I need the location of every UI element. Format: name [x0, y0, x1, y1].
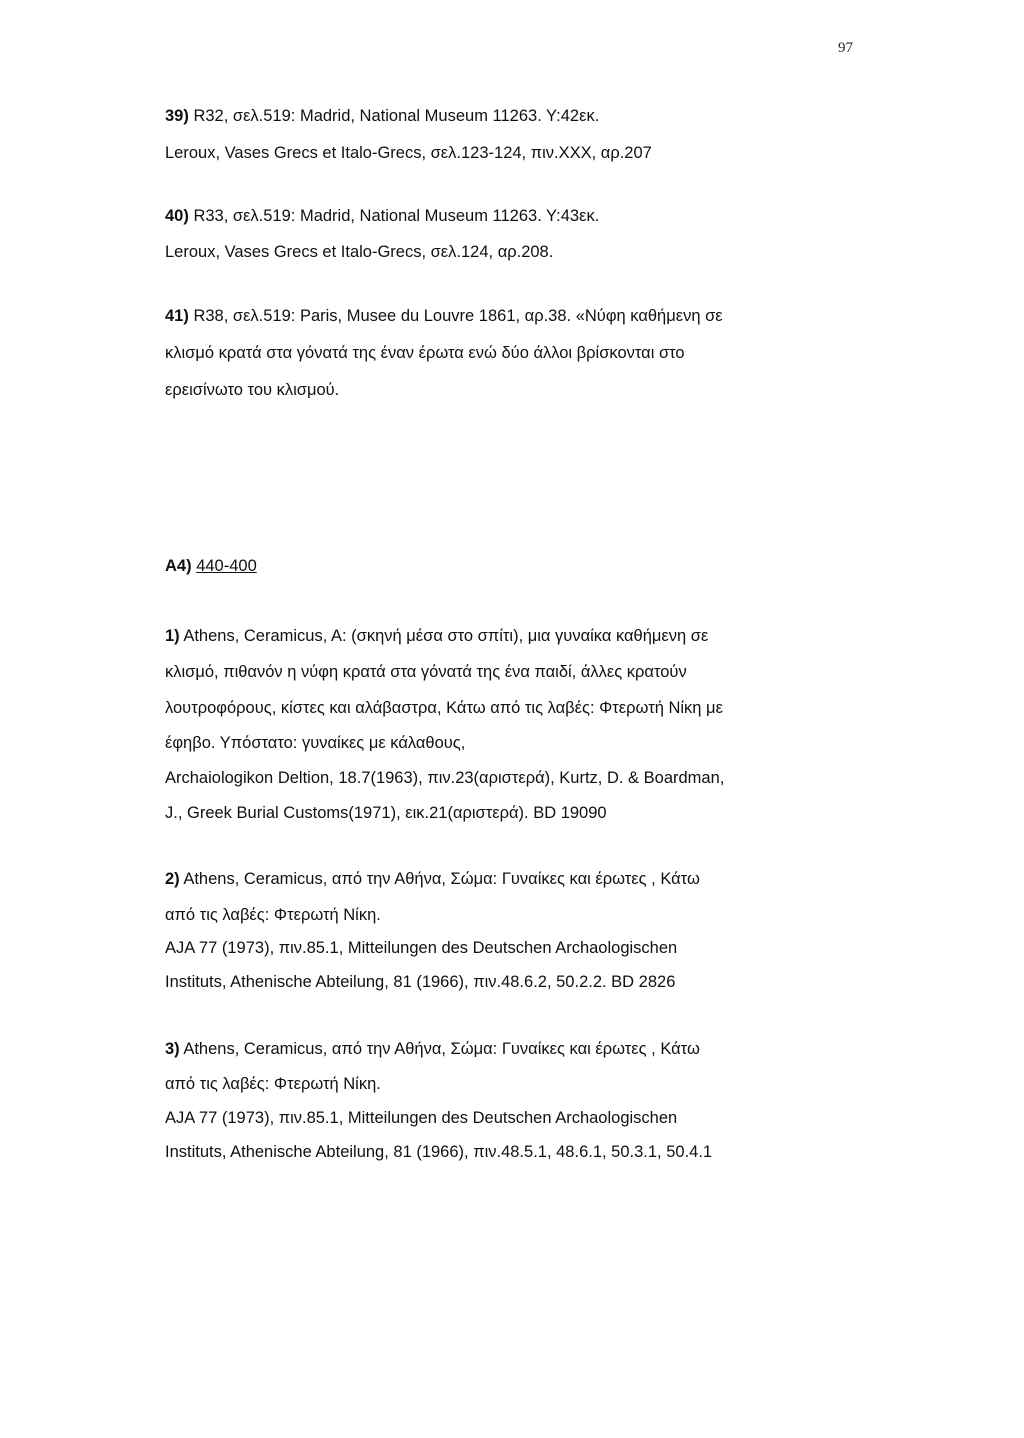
section-entry-3-line-3: AJA 77 (1973), πιν.85.1, Mitteilungen des Deutschen Archaologischen — [165, 1109, 678, 1127]
entry-40-line-2: Leroux, Vases Grecs et Italo-Grecs, σελ.124, αρ.208. — [165, 243, 554, 261]
entry-text: R33, σελ.519: Madrid, National Museum 11263. Y:43εκ. — [188, 207, 600, 225]
section-entry-3-line-1 — [165, 1039, 700, 1059]
entry-text: Athens, Ceramicus, από την Αθήνα, Σώμα: Γυναίκες και έρωτες , Κάτω — [179, 870, 700, 888]
section-label: Α4) — [165, 557, 192, 575]
entry-41-line-1 — [165, 306, 723, 326]
section-entry-2-line-2: από τις λαβές: Φτερωτή Νίκη. — [165, 906, 381, 924]
section-entry-1-line-1 — [165, 626, 708, 646]
section-entry-1-line-4: έφηβο. Υπόστατο: γυναίκες με κάλαθους, — [165, 734, 466, 752]
section-entry-1-line-5: Archaiologikon Deltion, 18.7(1963), πιν.23(αριστερά), Kurtz, D. & Boardman, — [165, 769, 725, 787]
entry-text: Athens, Ceramicus, A: (σκηνή μέσα στο σπίτι), μια γυναίκα καθήμενη σε — [179, 627, 709, 645]
entry-39-line-1 — [165, 106, 599, 126]
entry-41-line-2: κλισμό κρατά στα γόνατά της έναν έρωτα ενώ δύο άλλοι βρίσκονται στο — [165, 344, 685, 362]
entry-text: R32, σελ.519: Madrid, National Museum 11263. Y:42εκ. — [188, 107, 600, 125]
section-entry-2-line-3: AJA 77 (1973), πιν.85.1, Mitteilungen des Deutschen Archaologischen — [165, 939, 678, 957]
entry-number: 39) — [165, 107, 189, 125]
entry-number: 41) — [165, 307, 189, 325]
section-entry-1-line-2: κλισμό, πιθανόν η νύφη κρατά στα γόνατά της ένα παιδί, άλλες κρατούν — [165, 663, 687, 681]
section-entry-2-line-1 — [165, 869, 700, 889]
section-entry-2-line-4: Instituts, Athenische Abteilung, 81 (1966), πιν.48.6.2, 50.2.2. BD 2826 — [165, 973, 676, 991]
section-entry-3-line-4: Instituts, Athenische Abteilung, 81 (1966), πιν.48.5.1, 48.6.1, 50.3.1, 50.4.1 — [165, 1143, 713, 1161]
entry-41-line-3: ερεισίνωτο του κλισμού. — [165, 381, 340, 399]
entry-number: 2) — [165, 870, 180, 888]
entry-text: R38, σελ.519: Paris, Musee du Louvre 1861, αρ.38. «Νύφη καθήμενη σε — [188, 307, 723, 325]
section-entry-3-line-2: από τις λαβές: Φτερωτή Νίκη. — [165, 1075, 381, 1093]
entry-number: 1) — [165, 627, 180, 645]
section-heading — [165, 556, 257, 576]
entry-text: Athens, Ceramicus, από την Αθήνα, Σώμα: Γυναίκες και έρωτες , Κάτω — [179, 1040, 700, 1058]
entry-39-line-2: Leroux, Vases Grecs et Italo-Grecs, σελ.123-124, πιν.XXX, αρ.207 — [165, 144, 652, 162]
page-number: 97 — [838, 40, 853, 56]
entry-number: 3) — [165, 1040, 180, 1058]
entry-40-line-1 — [165, 206, 599, 226]
section-range: 440-400 — [196, 557, 257, 575]
section-entry-1-line-3: λουτροφόρους, κίστες και αλάβαστρα, Κάτω από τις λαβές: Φτερωτή Νίκη με — [165, 699, 723, 717]
section-entry-1-line-6: J., Greek Burial Customs(1971), εικ.21(αριστερά). BD 19090 — [165, 804, 607, 822]
entry-number: 40) — [165, 207, 189, 225]
